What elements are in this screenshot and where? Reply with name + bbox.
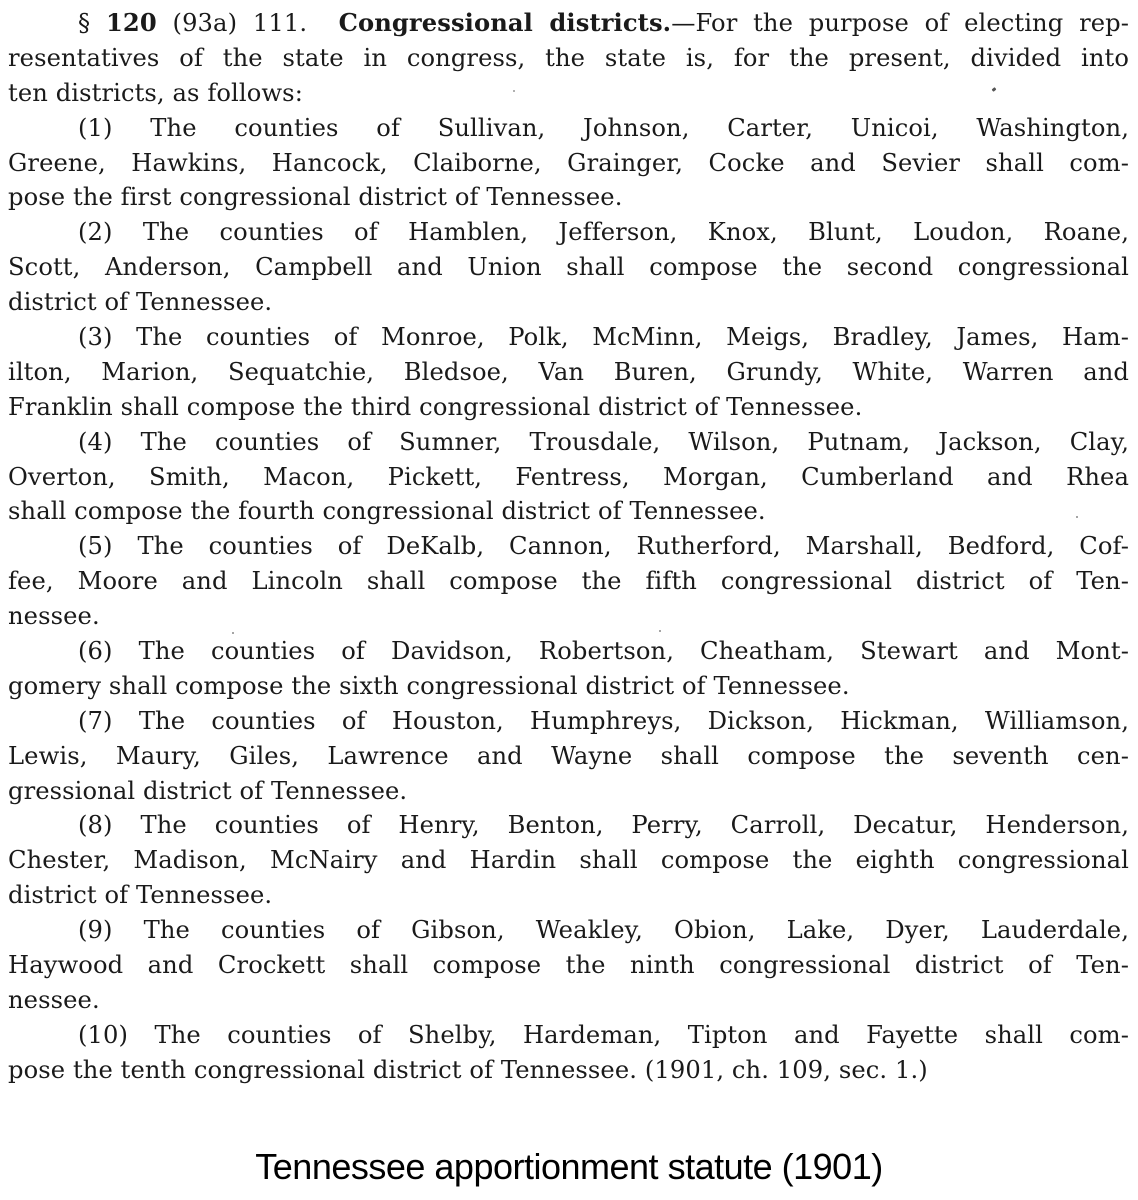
district-text: The counties of Davidson, Robertson, Cheatham, Stewart and Mont- [138,637,1129,666]
district-line [8,111,1129,146]
district-number: (8) [78,811,113,840]
district-line [8,913,1129,948]
section-heading-paragraph [8,6,1129,111]
district-paragraph-1 [8,111,1129,216]
district-paragraph-3 [8,320,1129,425]
district-number: (6) [78,637,113,666]
district-line: Greene, Hawkins, Hancock, Claiborne, Grainger, Cocke and Sevier shall com- [8,148,1129,177]
district-line [8,320,1129,355]
district-text: The counties of Houston, Humphreys, Dickson, Hickman, Williamson, [138,706,1129,735]
district-text: The counties of Henry, Benton, Perry, Carroll, Decatur, Henderson, [140,811,1129,840]
district-paragraph-9 [8,913,1129,1018]
district-line: ilton, Marion, Sequatchie, Bledsoe, Van Buren, Grundy, White, Warren and [8,357,1129,386]
district-number: (7) [78,706,113,735]
district-line [8,529,1129,564]
district-line [8,1018,1129,1053]
district-line: pose the tenth congressional district of Tennessee. (1901, ch. 109, sec. 1.) [8,1055,928,1084]
image-caption: Tennessee apportionment statute (1901) [255,1146,883,1187]
district-line: Scott, Anderson, Campbell and Union shall compose the second congressional [8,253,1129,282]
district-line: district of Tennessee. [8,288,273,317]
district-line: Haywood and Crockett shall compose the ninth congressional district of Ten- [8,951,1129,980]
district-line: fee, Moore and Lincoln shall compose the fifth congressional district of Ten- [8,567,1129,596]
district-number: (10) [78,1020,129,1049]
district-line: Franklin shall compose the third congressional district of Tennessee. [8,392,863,421]
district-text: The counties of Sumner, Trousdale, Wilson, Putnam, Jackson, Clay, [140,427,1129,456]
district-paragraph-8 [8,808,1129,913]
district-line [8,634,1129,669]
district-text: The counties of DeKalb, Cannon, Rutherford, Marshall, Bedford, Cof- [137,532,1129,561]
district-paragraph-2 [8,215,1129,320]
section-symbol: § [78,9,91,37]
district-number: (9) [78,916,113,945]
district-text: The counties of Shelby, Hardeman, Tipton and Fayette shall com- [154,1020,1129,1049]
section-title: Congressional districts. [338,8,672,37]
district-line: gressional district of Tennessee. [8,776,408,805]
statute-scan [8,6,1129,1088]
district-line [8,808,1129,843]
heading-line [8,6,1129,41]
district-text: The counties of Gibson, Weakley, Obion, Lake, Dyer, Lauderdale, [143,916,1129,945]
district-paragraph-4 [8,425,1129,530]
district-text: The counties of Monroe, Polk, McMinn, Meigs, Bradley, James, Ham- [136,323,1129,352]
district-number: (2) [78,218,113,247]
district-number: (4) [78,427,113,456]
scan-speck [232,632,234,634]
scan-speck [1076,516,1078,518]
district-number: (5) [78,532,113,561]
district-line: pose the first congressional district of Tennessee. [8,183,623,212]
district-line: nessee. [8,985,100,1014]
district-line: Chester, Madison, McNairy and Hardin shall compose the eighth congressional [8,846,1129,875]
district-text: The counties of Hamblen, Jefferson, Knox, Blunt, Loudon, Roane, [142,218,1129,247]
intro-line: resentatives of the state in congress, the state is, for the present, divided into [8,43,1129,72]
district-line: shall compose the fourth congressional district of Tennessee. [8,497,766,526]
district-line [8,425,1129,460]
district-paragraph-6 [8,634,1129,704]
scan-speck [513,90,515,92]
district-number: (3) [78,323,113,352]
section-citation: (93a) 111. [172,9,308,37]
intro-line: ten districts, as follows: [8,78,303,107]
district-line: Lewis, Maury, Giles, Lawrence and Wayne shall compose the seventh cen- [8,741,1129,770]
district-number: (1) [78,113,113,142]
district-paragraph-10 [8,1018,1129,1088]
section-number: 120 [105,8,157,37]
district-paragraph-7 [8,704,1129,809]
district-line: nessee. [8,602,100,631]
district-paragraph-5 [8,529,1129,634]
section-intro-text: —For the purpose of electing rep- [671,9,1129,37]
district-line: district of Tennessee. [8,881,273,910]
district-text: The counties of Sullivan, Johnson, Carter, Unicoi, Washington, [150,113,1129,142]
district-line: gomery shall compose the sixth congressional district of Tennessee. [8,671,850,700]
scan-speck [659,630,661,632]
district-line [8,215,1129,250]
district-line: Overton, Smith, Macon, Pickett, Fentress, Morgan, Cumberland and Rhea [8,462,1129,491]
district-line [8,704,1129,739]
